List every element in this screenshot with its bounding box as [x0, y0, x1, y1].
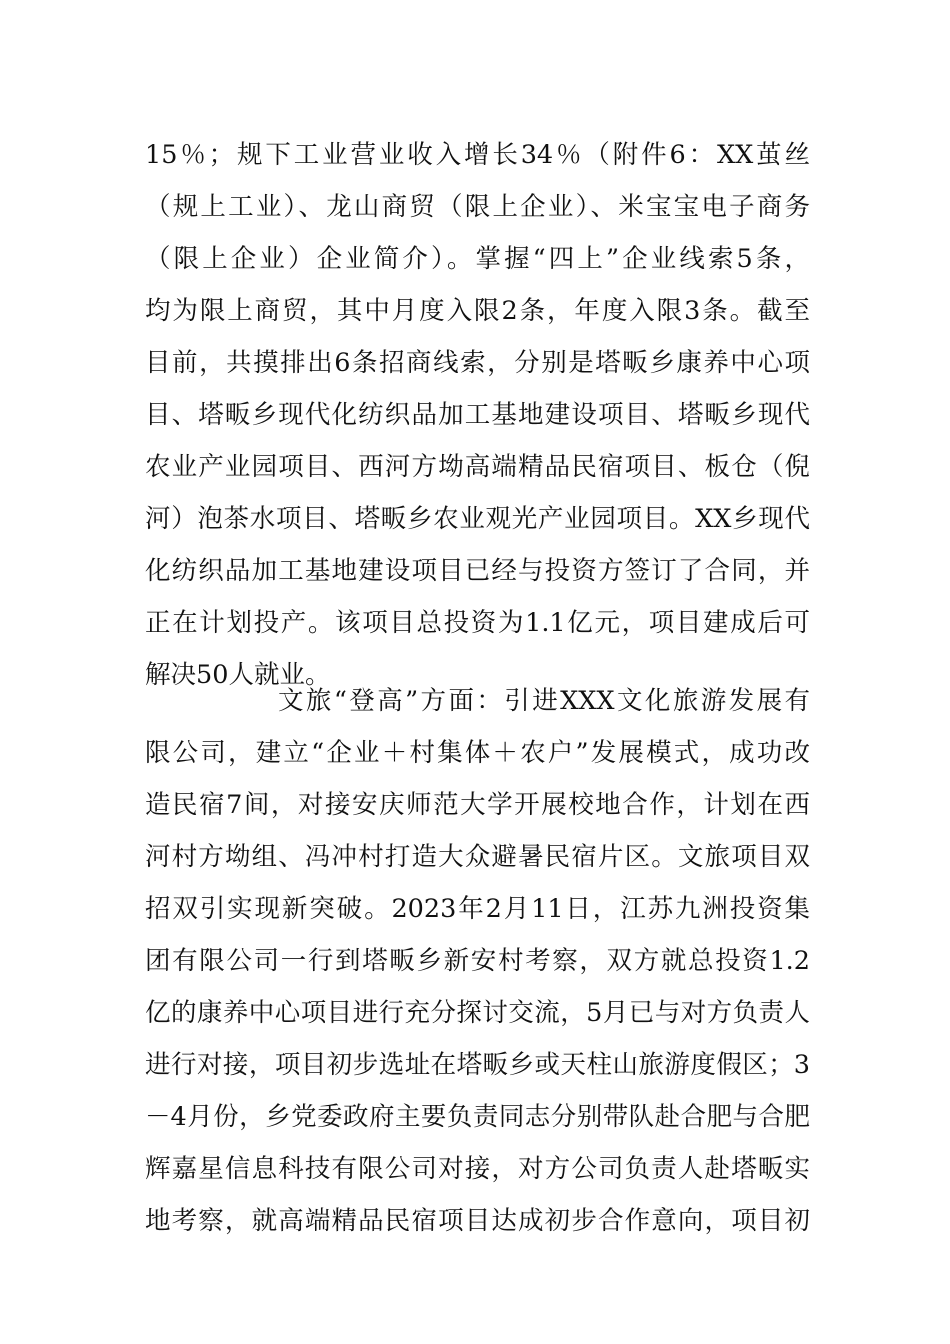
text-line: 河村方坳组、冯冲村打造大众避暑民宿片区。文旅项目双	[145, 842, 810, 872]
paragraph-cultural-tourism	[145, 675, 810, 1247]
text-line: 农业产业园项目、西河方坳高端精品民宿项目、板仓（倪	[145, 452, 810, 482]
text-line: 进行对接，项目初步选址在塔畈乡或天柱山旅游度假区；3	[145, 1050, 810, 1080]
text-line: 化纺织品加工基地建设项目已经与投资方签订了合同，并	[145, 556, 810, 586]
text-line: 解决50人就业。	[145, 660, 331, 690]
text-line: 正在计划投产。该项目总投资为1.1亿元，项目建成后可	[145, 608, 810, 638]
text-line-indented: 文旅“登高”方面：引进XXX文化旅游发展有	[278, 686, 810, 716]
text-line: 辉嘉星信息科技有限公司对接，对方公司负责人赴塔畈实	[145, 1154, 810, 1184]
text-line: －4月份，乡党委政府主要负责同志分别带队赴合肥与合肥	[145, 1102, 810, 1132]
text-line: （规上工业）、龙山商贸（限上企业）、米宝宝电子商务	[145, 192, 810, 222]
text-line: 均为限上商贸，其中月度入限2条，年度入限3条。截至	[145, 296, 810, 326]
paragraph-investment-leads	[145, 129, 810, 701]
text-line: 15％；规下工业营业收入增长34％（附件6：XX茧丝	[145, 140, 810, 170]
text-line: 限公司，建立“企业＋村集体＋农户”发展模式，成功改	[145, 738, 810, 768]
text-line: 地考察，就高端精品民宿项目达成初步合作意向，项目初	[145, 1206, 810, 1236]
text-line: 目、塔畈乡现代化纺织品加工基地建设项目、塔畈乡现代	[145, 400, 810, 430]
text-line: 招双引实现新突破。2023年2月11日，江苏九洲投资集	[145, 894, 810, 924]
text-line: （限上企业）企业简介）。掌握“四上”企业线索5条，	[145, 244, 810, 274]
text-line: 目前，共摸排出6条招商线索，分别是塔畈乡康养中心项	[145, 348, 810, 378]
text-line: 造民宿7间，对接安庆师范大学开展校地合作，计划在西	[145, 790, 810, 820]
text-line: 河）泡茶水项目、塔畈乡农业观光产业园项目。XX乡现代	[145, 504, 810, 534]
text-line: 团有限公司一行到塔畈乡新安村考察，双方就总投资1.2	[145, 946, 810, 976]
text-line: 亿的康养中心项目进行充分探讨交流，5月已与对方负责人	[145, 998, 810, 1028]
